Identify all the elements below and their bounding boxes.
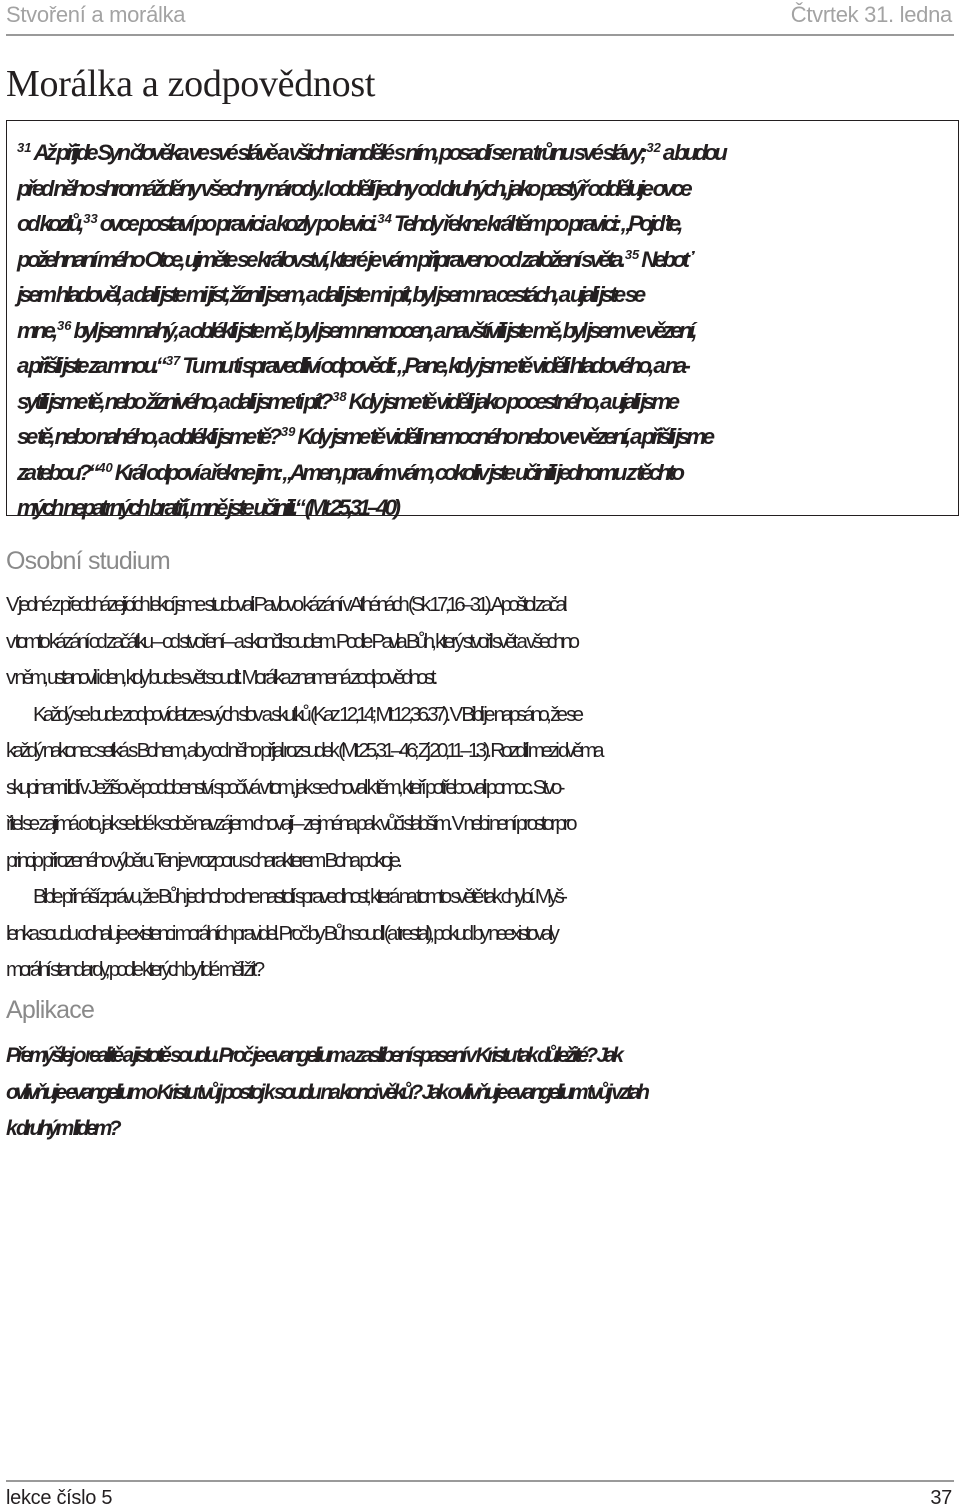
verse-text: Tu mu ti spravedliví odpovědí: „Pane, kdy jsme tě viděli hladového, a na- (182, 353, 688, 378)
verse-number: 32 (646, 140, 661, 155)
verse-line (17, 171, 950, 207)
verse-text: požehnaní mého Otce, ujměte se království, které je vám připraveno od založení světa. (17, 246, 625, 272)
study-line: v tomto kázání od začátku – od stvoření – a skončil soudem. Podle Pavla Bůh, který stvořil svět a všechno (6, 629, 577, 653)
verse-text: se tě, nebo nahého, a oblékli jsme tě? (17, 424, 281, 449)
study-line: každý nakonec setká s Bohem, aby od něho přijal rozsudek (Mt 25,31–46; Zj 20,11–13). Rozdíl mezi dvěma (6, 739, 601, 762)
verse-text: Kdy jsme tě viděli jako pocestného, a ujali jsme (348, 388, 677, 414)
study-line: řitel se zajímá o to, jak se lidé k sobě navzájem chovají – zejména pak vůči slabším. V nebi není prostor pro (6, 812, 574, 835)
verse-line (17, 313, 950, 349)
application-body (6, 1038, 956, 1148)
verse-text: Král odpoví a řekne jim: „Amen, pravím vám, cokoliv jste učinili jednomu z těchto (114, 459, 682, 485)
verse-text: mne, (17, 317, 58, 343)
header-divider (6, 34, 954, 36)
verse-text: před něho shromážděny všechny národy. I oddělí jedny od druhých, jako pastýř odděluje ovce (17, 175, 689, 201)
study-body (6, 587, 956, 989)
scripture-box (6, 120, 959, 520)
study-heading: Osobní studium (6, 547, 170, 575)
study-line: princip přirozeného výběru. Ten je v rozporu s charakterem Boha pokoje. (6, 848, 400, 872)
application-line: ovlivňuje evangelium o Kristu tvůj postoj k soudu na konci věků? Jak ovlivňuje evangelium tvůj vztah (6, 1080, 647, 1104)
verse-text: od kozlů, (17, 211, 84, 236)
verse-number: 40 (98, 459, 113, 475)
verse-text: za tebou?“ (17, 459, 99, 485)
verse-line (17, 419, 950, 455)
page-header (6, 2, 954, 34)
page-number: 37 (930, 1487, 952, 1509)
study-line: skupinami lidí v Ježíšově podobenství spočívá v tom, jak se choval k těm, kteří potřebovali pomoc. Stvo- (6, 775, 562, 799)
verse-line (17, 135, 950, 171)
verse-text: Neboť (641, 246, 690, 272)
verse-text: a přišli jste za mnou.“ (17, 353, 166, 378)
verse-text: byl jsem nahý, a oblékli jste mě, byl jsem nemocen, a navštívili jste mě, byl jsem ve vězení, (73, 317, 694, 343)
study-line: Každý se bude zodpovídat ze svých slov a skutků (Kaz 12,14; Mt 12,36.37). V Bibli je napsáno, že se (33, 702, 581, 726)
verse-number: 31 (17, 140, 32, 155)
header-date: Čtvrtek 31. ledna (790, 2, 952, 27)
verse-number: 39 (280, 424, 296, 439)
verse-number: 34 (377, 211, 392, 226)
header-topic: Stvoření a morálka (6, 2, 186, 27)
verse-text: a budou (662, 140, 725, 165)
verse-text: Tehdy řekne král těm po pravici: „Pojďte, (393, 211, 680, 236)
lesson-number: lekce číslo 5 (6, 1487, 113, 1509)
verse-line (17, 348, 950, 384)
verse-line (17, 242, 950, 278)
study-line: v něm, ustanovil i den, kdy bude svět soudit. Morálka znamená zodpovědnost. (6, 666, 435, 689)
page-footer (6, 1483, 954, 1511)
application-line: k druhým lidem? (6, 1117, 118, 1140)
verse-text: Kdy jsme tě viděli nemocného nebo ve vězení, a přišli jsme (297, 424, 712, 449)
verse-text: mých nepatrných bratří, mně jste učinili.“ (Mt 25,31–40) (17, 495, 398, 520)
verse-line (17, 455, 950, 491)
study-line: V jedné z předcházejících lekcí jsme studovali Pavlovo kázání v Athénách (Sk 17,16–31). Apoštol začal (6, 593, 564, 616)
verse-number: 33 (83, 211, 98, 226)
application-line: Přemýšlej o realitě a jistotě soudu. Proč je evangelium a zaslíbení spasení v Kristu tak důležité? Jak (6, 1044, 621, 1067)
verse-number: 37 (165, 353, 181, 368)
footer-divider (6, 1480, 954, 1482)
verse-number: 36 (57, 317, 72, 333)
verse-line (17, 277, 950, 313)
study-line: lenka soudu odhaluje existenci morálních pravidel. Proč by Bůh soudil (a trestal), pokud by neexistovaly (6, 921, 557, 945)
verse-line (17, 206, 950, 242)
verse-line (17, 384, 950, 420)
verse-number: 35 (624, 246, 640, 262)
verse-text: ovce postaví po pravici a kozly po levici. (99, 211, 378, 236)
study-line: morální standardy, podle kterých by lidé měli žít? (6, 958, 262, 981)
verse-line (17, 490, 950, 526)
verse-text: jsem hladověl, a dali jste mi jíst, žíznil jsem, a dali jste mi pít, byl jsem na cestách, a ujali jste se (17, 282, 643, 307)
page-title: Morálka a zodpovědnost (6, 63, 376, 105)
verse-text: Až přijde Syn člověka ve své slávě a všichni andělé s ním, posadí se na trůnu své slávy; (33, 140, 647, 165)
verse-text: sytili jsme tě, nebo žíznivého, a dali jsme ti pít? (17, 388, 333, 414)
application-heading: Aplikace (6, 996, 95, 1024)
verse-number: 38 (332, 388, 347, 404)
study-line: Bible přináší zprávu, že Bůh jednoho dne nastolí spravedlnost, která na tomto světě tak chybí. Myš- (33, 885, 565, 908)
